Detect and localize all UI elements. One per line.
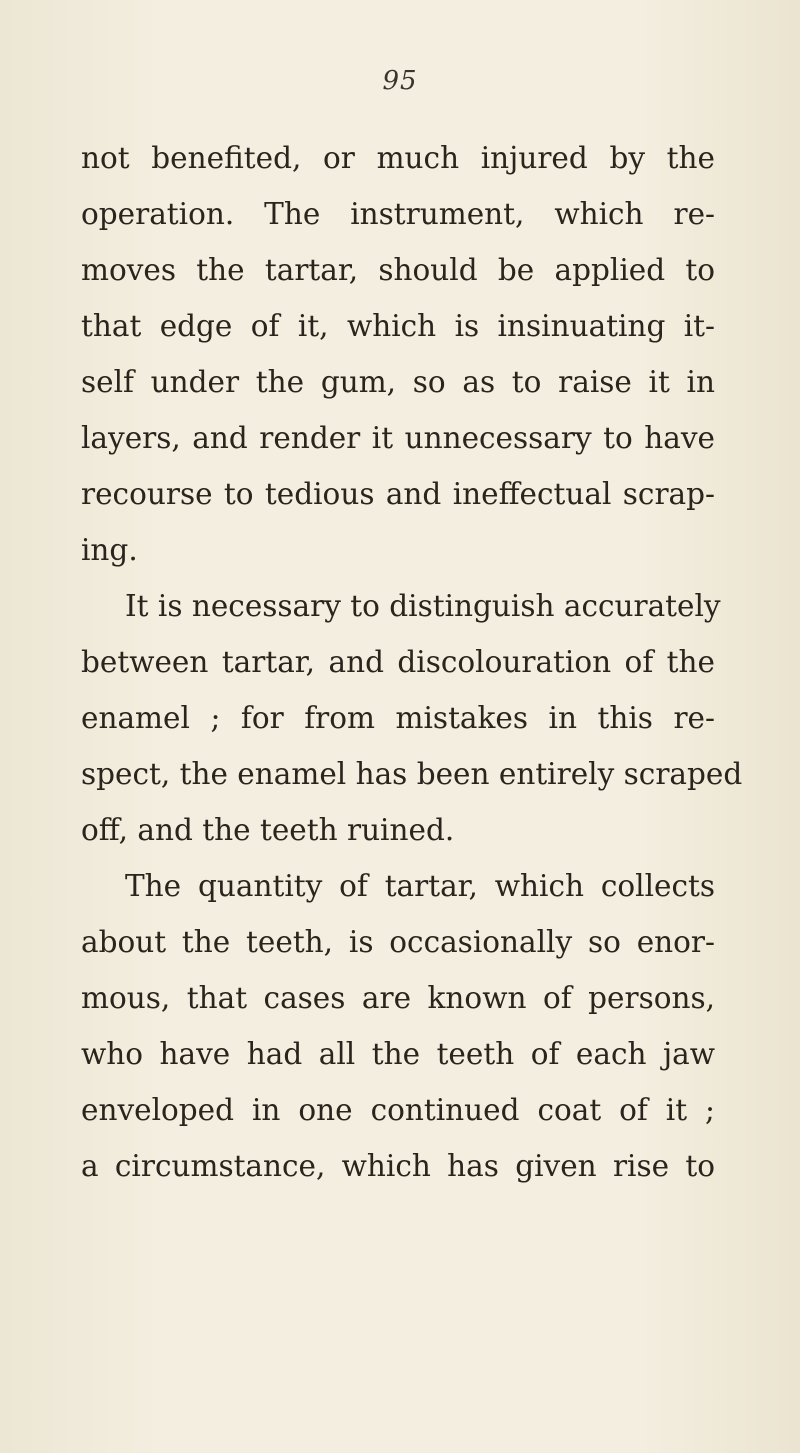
text-line: layers, and render it unnecessary to have	[81, 421, 715, 455]
text-line: a circumstance, which has given rise to	[81, 1149, 715, 1183]
page-number: 95	[382, 66, 418, 96]
text-line: that edge of it, which is insinuating it-	[81, 309, 715, 343]
paragraph-start-line: It is necessary to distinguish accurately	[125, 589, 721, 623]
text-line: moves the tartar, should be applied to	[81, 253, 715, 287]
text-line: mous, that cases are known of persons,	[81, 981, 715, 1015]
text-line: self under the gum, so as to raise it in	[81, 365, 715, 399]
text-line: between tartar, and discolouration of the	[81, 645, 715, 679]
text-line: enveloped in one continued coat of it ;	[81, 1093, 715, 1127]
text-line: who have had all the teeth of each jaw	[81, 1037, 715, 1071]
text-line: ing.	[81, 533, 138, 567]
paragraph-start-line: The quantity of tartar, which collects	[125, 869, 715, 903]
text-line: about the teeth, is occasionally so enor-	[81, 925, 715, 959]
body-text	[81, 130, 743, 1194]
text-line: not benefited, or much injured by the	[81, 141, 715, 175]
text-line: recourse to tedious and ineffectual scrap-	[81, 477, 715, 511]
text-line: off, and the teeth ruined.	[81, 813, 455, 847]
text-line: operation. The instrument, which re-	[81, 197, 715, 231]
text-line: enamel ; for from mistakes in this re-	[81, 701, 715, 735]
text-line: spect, the enamel has been entirely scraped	[81, 757, 743, 791]
